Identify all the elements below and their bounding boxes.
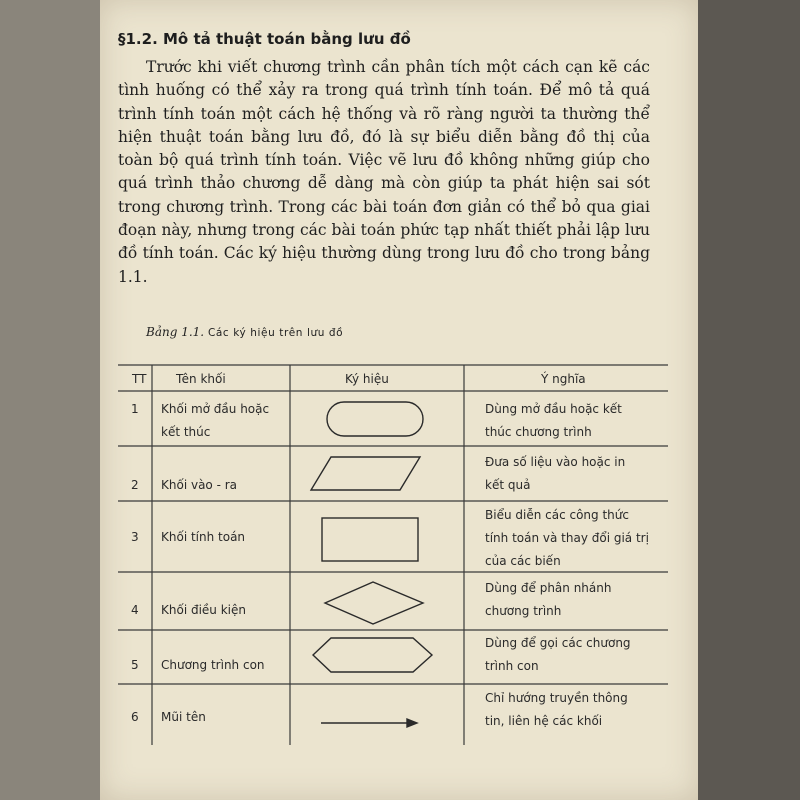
header-meaning: Ý nghĩa [541, 372, 586, 386]
row-tt: 4 [131, 603, 139, 617]
table-caption-title: Các ký hiệu trên lưu đồ [207, 327, 344, 339]
row-meaning: Biểu diễn các công thức tính toán và thay đổi giá trị của các biến [485, 508, 649, 568]
row-tt: 2 [131, 478, 139, 492]
row-meaning: Đưa số liệu vào hoặc in kết quả [485, 455, 626, 492]
row-tt: 5 [131, 658, 139, 672]
header-name: Tên khối [176, 372, 226, 386]
terminator-icon [327, 402, 423, 436]
row-meaning: Dùng để phân nhánh chương trình [485, 581, 612, 618]
row-name: Khối điều kiện [161, 603, 246, 617]
row-name: Khối tính toán [161, 530, 246, 544]
arrow-head [407, 719, 417, 727]
body-paragraph: Trước khi viết chương trình cần phân tích một cách cạn kẽ các tình huống có thể xảy ra trong quá trình tính toán. Để mô tả quá trình tính toán một cách hệ thống và rõ ràng người ta thường thể hiện thuật toán bằng lưu đồ, đó là sự biểu diễn bằng đồ thị của toàn bộ quá trình tính toán. Việc vẽ lưu đồ không những giúp cho quá trình thảo chương dễ dàng mà còn giúp ta phát hiện sai sót trong chương trình. Trong các bài toán đơn giản có thể bỏ qua giai đoạn này, nhưng trong các bài toán phức tạp nhất thiết phải lập lưu đồ tính toán. Các ký hiệu thường dùng trong lưu đồ cho trong bảng 1.1. [118, 58, 650, 286]
row-meaning: Chỉ hướng truyền thông tin, liên hệ các khối [485, 691, 628, 728]
rectangle-icon [322, 518, 418, 561]
parallelogram-icon [311, 457, 420, 490]
section-heading: §1.2. Mô tả thuật toán bằng lưu đồ [118, 30, 411, 48]
row-name: Chương trình con [161, 658, 265, 672]
row-name: Khối vào - ra [161, 478, 238, 492]
row-name: Mũi tên [161, 710, 206, 724]
table-caption-number: Bảng 1.1. [146, 325, 205, 339]
hexagon-icon [313, 638, 432, 672]
row-tt: 3 [131, 530, 139, 544]
row-meaning: Dùng mở đầu hoặc kết thúc chương trình [485, 402, 622, 439]
diamond-icon [325, 582, 423, 624]
row-meaning: Dùng để gọi các chương trình con [485, 636, 631, 673]
row-name: Khối mở đầu hoặc kết thúc [161, 402, 270, 439]
header-tt: TT [132, 372, 147, 386]
row-tt: 1 [131, 402, 139, 416]
header-symbol: Ký hiệu [345, 372, 389, 386]
row-tt: 6 [131, 710, 139, 724]
